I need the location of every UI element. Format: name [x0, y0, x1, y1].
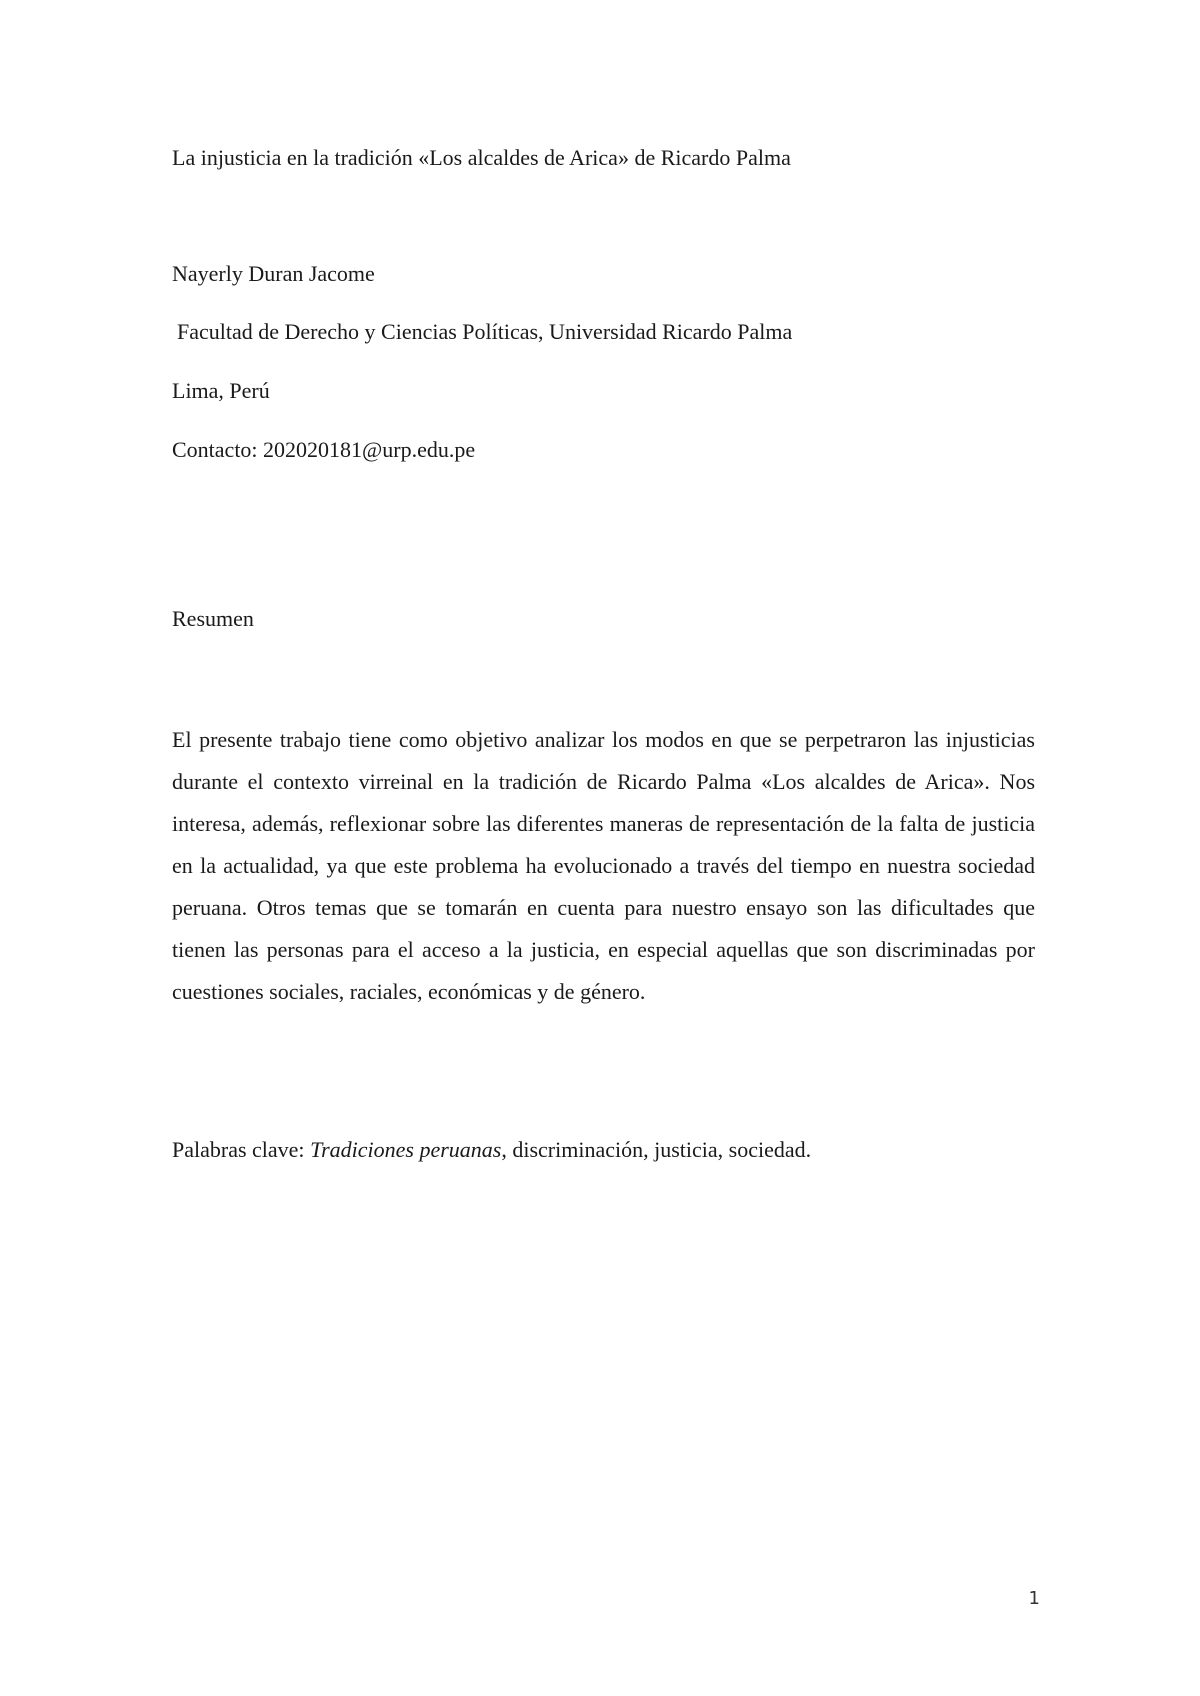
- author-location: Lima, Perú: [172, 378, 270, 403]
- author-contact: Contacto: 202020181@urp.edu.pe: [172, 437, 476, 462]
- keywords-rest: , discriminación, justicia, sociedad.: [501, 1137, 812, 1162]
- author-affiliation: Facultad de Derecho y Ciencias Políticas, Universidad Ricardo Palma: [177, 319, 793, 344]
- keywords-label: Palabras clave:: [172, 1137, 311, 1162]
- abstract-heading: Resumen: [172, 606, 254, 631]
- abstract-body: El presente trabajo tiene como objetivo analizar los modos en que se perpetraron las injusticias durante el contexto virreinal en la tradición de Ricardo Palma «Los alcaldes de Arica». Nos interesa, además, reflexionar sobre las diferentes maneras de representación de la falta de justicia en la actualidad, ya que este problema ha evolucionado a través del tiempo en nuestra sociedad peruana. Otros temas que se tomarán en cuenta para nuestro ensayo son las dificultades que tienen las personas para el acceso a la justicia, en especial aquellas que son discriminadas por cuestiones sociales, raciales, económicas y de género.: [172, 727, 1035, 1004]
- page-number: 1: [1028, 1588, 1040, 1609]
- author-name: Nayerly Duran Jacome: [172, 261, 375, 286]
- keywords-italic-term: Tradiciones peruanas: [310, 1137, 502, 1162]
- paper-title: La injusticia en la tradición «Los alcaldes de Arica» de Ricardo Palma: [172, 145, 791, 170]
- keywords-line: [172, 1136, 811, 1164]
